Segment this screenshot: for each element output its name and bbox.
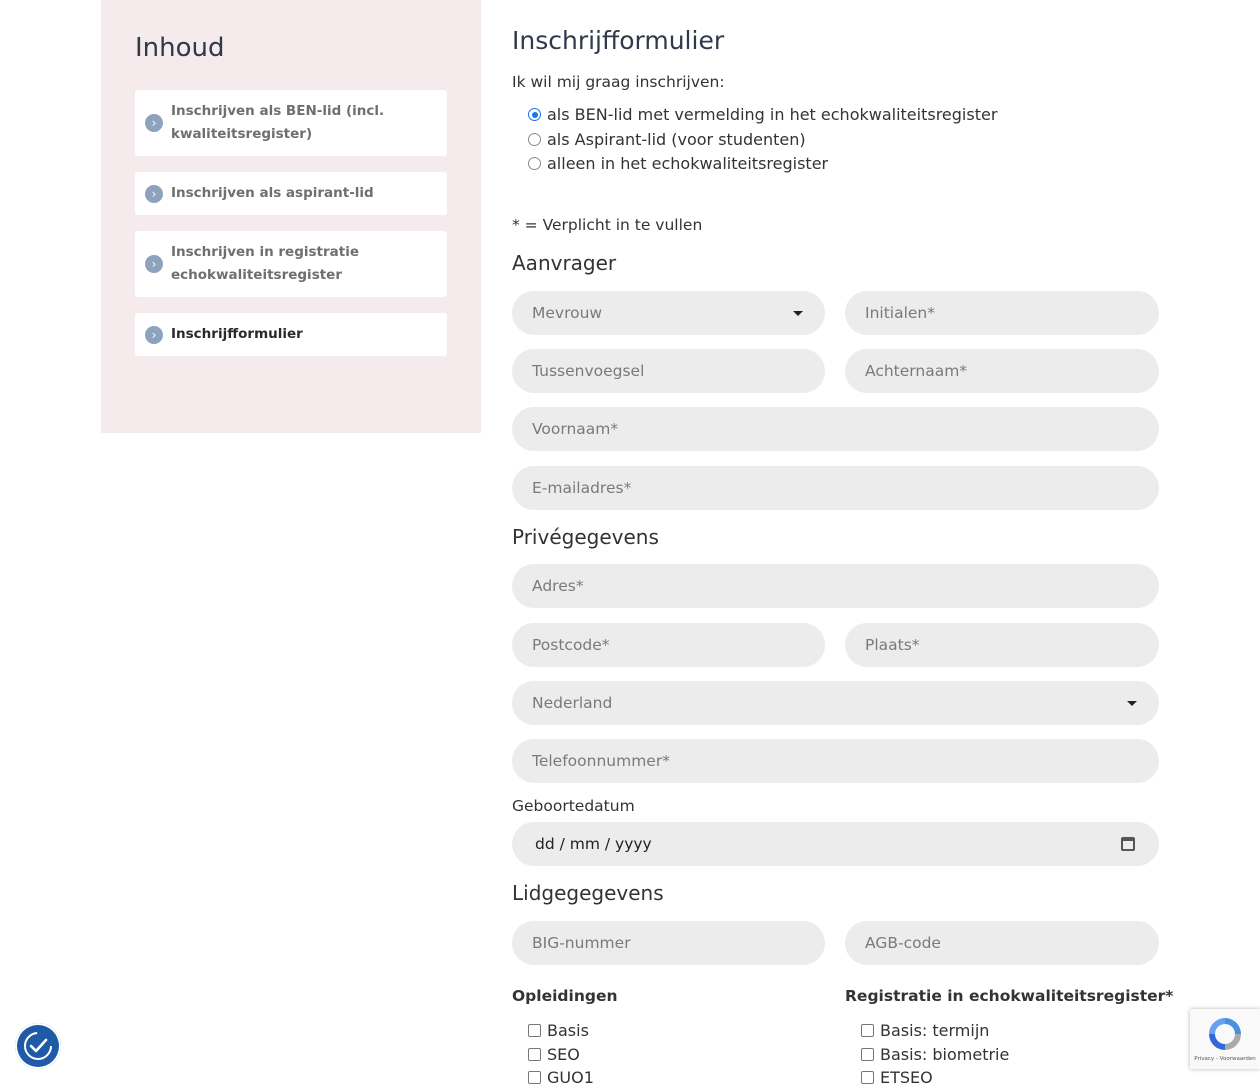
required-note: * = Verplicht in te vullen — [512, 216, 703, 234]
chevron-right-icon: › — [145, 326, 163, 344]
checkbox-opleiding-guo1[interactable] — [528, 1068, 594, 1087]
toc-item-label: kwaliteitsregister) — [171, 126, 313, 142]
country-select[interactable] — [512, 681, 1159, 725]
opleidingen-title: Opleidingen — [512, 987, 618, 1005]
input-placeholder: Postcode* — [532, 636, 610, 654]
checkbox[interactable] — [861, 1048, 874, 1061]
chevron-right-icon: › — [145, 255, 163, 273]
checkbox-registratie-biometrie[interactable] — [861, 1045, 1009, 1064]
select-value: Mevrouw — [532, 304, 603, 322]
radio-ben-lid[interactable] — [528, 105, 997, 124]
achternaam-input[interactable] — [845, 349, 1159, 393]
caret-down-icon — [1127, 701, 1137, 706]
tussenvoegsel-input[interactable] — [512, 349, 825, 393]
geboortedatum-label: Geboortedatum — [512, 797, 635, 815]
input-placeholder: BIG-nummer — [532, 934, 631, 952]
radio-label: als BEN-lid met vermelding in het echokwaliteitsregister — [547, 105, 998, 124]
plaats-input[interactable] — [845, 623, 1159, 667]
section-title-lid: Lidgegegevens — [512, 881, 664, 905]
caret-down-icon — [793, 311, 803, 316]
checkbox-label: ETSEO — [880, 1068, 933, 1087]
checkbox[interactable] — [528, 1024, 541, 1037]
registratie-title: Registratie in echokwaliteitsregister* — [845, 987, 1174, 1005]
input-placeholder: Telefoonnummer* — [532, 752, 670, 770]
recaptcha-badge[interactable] — [1190, 1009, 1260, 1069]
section-title-aanvrager: Aanvrager — [512, 251, 617, 275]
toc-item-label: echokwaliteitsregister — [171, 267, 342, 283]
toc-item-label: Inschrijven in registratie — [171, 244, 359, 260]
date-value: dd / mm / yyyy — [535, 835, 652, 853]
toc-item-ben-lid[interactable] — [135, 90, 447, 156]
select-value: Nederland — [532, 694, 613, 712]
checkbox-registratie-etseo[interactable] — [861, 1068, 933, 1087]
calendar-icon[interactable] — [1121, 837, 1135, 851]
toc-item-label: Inschrijfformulier — [171, 326, 303, 342]
initials-input[interactable] — [845, 291, 1159, 335]
adres-input[interactable] — [512, 564, 1159, 608]
checkbox[interactable] — [528, 1048, 541, 1061]
big-nummer-input[interactable] — [512, 921, 825, 965]
input-placeholder: Achternaam* — [865, 362, 968, 380]
chevron-right-icon: › — [145, 114, 163, 132]
checkbox-label: GUO1 — [547, 1068, 594, 1087]
checkbox-label: Basis — [547, 1021, 589, 1040]
toc-item-label: Inschrijven als aspirant-lid — [171, 185, 374, 201]
voornaam-input[interactable] — [512, 407, 1159, 451]
input-placeholder: AGB-code — [865, 934, 941, 952]
toc-item-inschrijfformulier[interactable] — [135, 313, 447, 356]
toc-item-aspirant-lid[interactable] — [135, 172, 447, 215]
checkbox[interactable] — [861, 1024, 874, 1037]
salutation-select[interactable] — [512, 291, 825, 335]
input-placeholder: Adres* — [532, 577, 584, 595]
radio-label: als Aspirant-lid (voor studenten) — [547, 130, 806, 149]
radio-button[interactable] — [528, 133, 541, 146]
radio-aspirant-lid[interactable] — [528, 130, 806, 149]
input-placeholder: Initialen* — [865, 304, 935, 322]
toc-item-registratie[interactable] — [135, 231, 447, 297]
geboortedatum-input[interactable] — [512, 822, 1159, 866]
chevron-right-icon: › — [145, 185, 163, 203]
input-placeholder: E-mailadres* — [532, 479, 632, 497]
checkbox[interactable] — [861, 1071, 874, 1084]
checkbox-registratie-termijn[interactable] — [861, 1021, 989, 1040]
toc-item-label: Inschrijven als BEN-lid (incl. — [171, 103, 385, 119]
recaptcha-icon — [1205, 1015, 1245, 1053]
email-input[interactable] — [512, 466, 1159, 510]
checkbox-opleiding-basis[interactable] — [528, 1021, 589, 1040]
checkbox-opleiding-seo[interactable] — [528, 1045, 580, 1064]
radio-button[interactable] — [528, 108, 541, 121]
checkbox-label: Basis: biometrie — [880, 1045, 1010, 1064]
section-title-prive: Privégegevens — [512, 525, 659, 549]
recaptcha-links[interactable]: Privacy - Voorwaarden — [1194, 1056, 1256, 1062]
checkbox-label: Basis: termijn — [880, 1021, 990, 1040]
accessibility-icon — [22, 1030, 54, 1062]
radio-button[interactable] — [528, 157, 541, 170]
input-placeholder: Plaats* — [865, 636, 920, 654]
input-placeholder: Voornaam* — [532, 420, 619, 438]
agb-code-input[interactable] — [845, 921, 1159, 965]
telefoon-input[interactable] — [512, 739, 1159, 783]
input-placeholder: Tussenvoegsel — [532, 362, 645, 380]
page-title: Inschrijfformulier — [512, 26, 725, 55]
accessibility-button[interactable] — [15, 1023, 61, 1069]
sidebar-toc — [101, 0, 481, 433]
radio-alleen-register[interactable] — [528, 154, 828, 173]
intro-text: Ik wil mij graag inschrijven: — [512, 73, 725, 91]
toc-title: Inhoud — [135, 33, 225, 63]
radio-label: alleen in het echokwaliteitsregister — [547, 154, 829, 173]
checkbox[interactable] — [528, 1071, 541, 1084]
postcode-input[interactable] — [512, 623, 825, 667]
checkbox-label: SEO — [547, 1045, 580, 1064]
